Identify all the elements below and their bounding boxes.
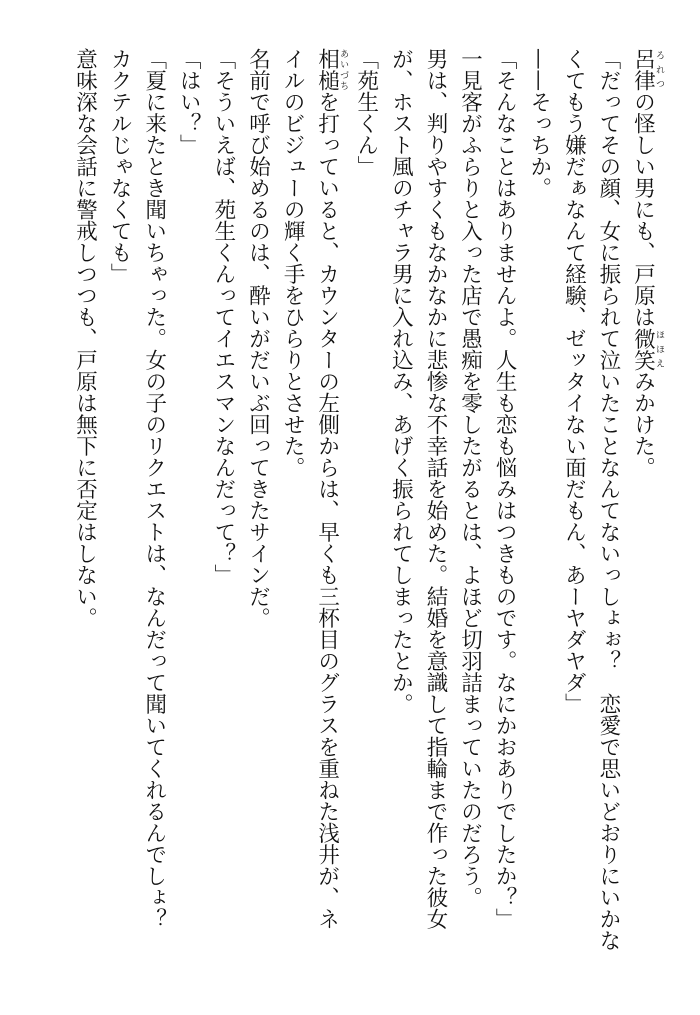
text-line-2: 「だってその顔、女に振られて泣いたことなんてないっしょぉ？ 恋愛で思いどおりにいかな <box>595 48 621 951</box>
text-line-14: 「はい？」 <box>176 48 202 156</box>
text-line-1: 呂律ろれつの怪しい男にも、戸原は微笑ほほえみかけた。 <box>630 48 664 478</box>
text-line-8: が、ホスト風のチャラ男に入れ込み、あげく振られてしまったとか。 <box>388 48 414 715</box>
ruby-roretsu: 呂律ろれつ <box>630 48 664 91</box>
text-line-15: 「夏に来たとき聞いちゃった。女の子のリクエストは、なんだって聞いてくれるんでしょ？ <box>141 48 167 930</box>
text-line-5: 「そんなことはありませんよ。人生も恋も悩みはつきものです。なにかおありでしたか？」 <box>492 48 518 930</box>
text-line-9: 「苑生くん」 <box>353 48 379 177</box>
text-line-12: 名前で呼び始めるのは、酔いがだいぶ回ってきたサインだ。 <box>245 48 271 629</box>
text-line-10: 相槌あいづちを打っていると、カウンターの左側からは、早くも三杯目のグラスを重ねた浅井が、ネ <box>314 48 349 930</box>
text-line-13: 「そういえば、苑生くんってイエスマンなんだって？」 <box>210 48 236 586</box>
ruby-hohoe: 微笑ほほえ <box>630 327 664 371</box>
text-line-7: 男は、判りやすくもなかなかに悲惨な不幸話を始めた。結婚を意識して指輪まで作った彼女 <box>422 48 448 930</box>
text-line-4: ——そっちか。 <box>526 48 552 199</box>
text-line-3: くてもう嫌だぁなんて経験、ゼッタイない面だもん、あーヤダヤダ」 <box>561 48 587 715</box>
text-line-11: イルのビジューの輝く手をひらりとさせた。 <box>280 48 306 478</box>
text-line-17: 意味深な会話に警戒しつつも、戸原は無下に否定はしない。 <box>72 48 98 629</box>
text-line-16: カクテルじゃなくても」 <box>107 48 133 285</box>
ruby-aizuchi: 相槌あいづち <box>314 48 349 91</box>
text-line-6: 一見客がふらりと入った店で愚痴を零したがるとは、よほど切羽詰まっていたのだろう。 <box>457 48 483 908</box>
vertical-text-body <box>67 48 664 978</box>
